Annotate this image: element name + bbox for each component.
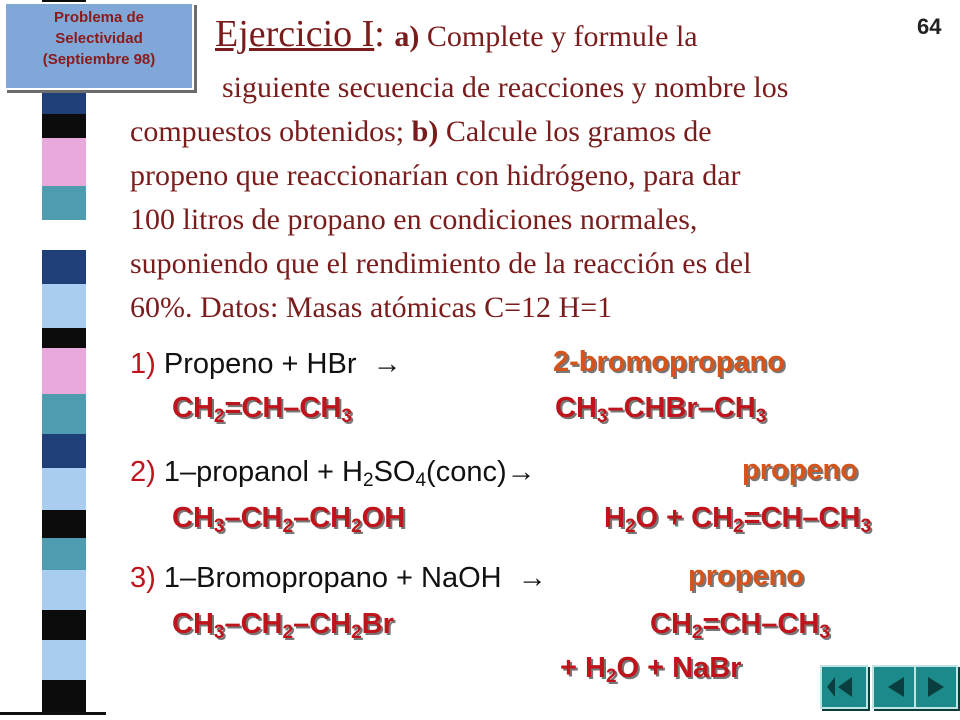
reaction-number: 2) [130,456,156,488]
statement-line: suponiendo que el rendimiento de la reacción es del [130,247,752,280]
statement-line: 60%. Datos: Masas atómicas C=12 H=1 [130,291,613,324]
part-a-marker: a) [394,20,420,53]
title-colon: : [374,13,385,55]
previous-slide-button[interactable] [872,665,920,709]
next-slide-icon [916,667,956,707]
strip-segment [42,538,86,570]
strip-segment [42,570,86,610]
statement-text: Calcule los gramos de [438,115,712,148]
reaction-arrow-icon: → [372,348,402,380]
page-number: 64 [917,14,942,39]
reaction-3-equation [130,562,547,595]
strip-segment [42,284,86,328]
strip-segment [42,468,86,510]
strip-base-line [0,712,106,715]
exercise-title: Ejercicio I [215,13,375,55]
statement-text: compuestos obtenidos; [130,115,412,148]
reaction-1-product: 2-bromopropano [553,346,785,378]
strip-segment [42,510,86,538]
strip-segment [42,434,86,468]
strip-segment [42,186,86,220]
next-slide-button[interactable] [914,665,958,709]
reaction-3-product-formula: $CH_2=CH-CH_3$ [650,608,830,643]
statement-line: propeno que reaccionarían con hidrógeno, para dar [130,159,741,192]
reaction-3-product: propeno [688,560,804,592]
reaction-reactants: 1–Bromopropano + NaOH [163,562,502,594]
reaction-3-formula: $CH_3-CH_2-CH_2Br$ [172,608,394,643]
statement-line: siguiente secuencia de reacciones y nombre los [222,71,789,104]
reaction-2-equation [130,456,536,489]
first-slide-icon [822,667,866,707]
badge-line: Problema de [53,9,145,26]
reaction-reactants: Propeno + HBr [163,348,357,380]
reaction-2-product: propeno [742,454,858,486]
badge-line: (Septiembre 98) [42,51,156,68]
reaction-2-product-formula: $H_2O + CH_2=CH-CH_3$ [604,502,872,537]
statement-line [130,110,712,154]
reaction-1-equation [130,348,402,381]
statement-text: Complete y formule la [419,20,698,53]
statement-line: 100 litros de propano en condiciones normales, [130,203,698,236]
reaction-number: 1) [130,348,156,380]
reaction-1-product-formula: $CH_3-CHBr-CH_3$ [555,392,767,427]
reaction-2-formula: $CH_3-CH_2-CH_2OH$ [172,502,406,537]
problem-badge [4,2,194,90]
strip-segment [42,328,86,348]
exercise-heading [215,12,698,59]
reaction-1-formula: $CH_2=CH-CH_3$ [172,392,352,427]
strip-segment [42,610,86,640]
decorative-color-strip [42,0,86,720]
strip-segment [42,394,86,434]
strip-segment [42,114,86,138]
strip-segment [42,220,86,250]
reaction-reactants: 1–propanol + $H_2SO_4(conc)$ [163,456,507,491]
strip-segment [42,680,86,712]
reaction-number: 3) [130,562,156,594]
reaction-3-byproducts: + $H_2O$ + NaBr [560,652,742,687]
strip-segment [42,250,86,284]
strip-segment [42,640,86,680]
badge-line: Selectividad [55,30,143,47]
previous-slide-icon [874,667,918,707]
reaction-arrow-icon: → [517,562,547,594]
reaction-arrow-icon: → [506,456,536,488]
first-slide-button[interactable] [820,665,868,709]
strip-segment [42,138,86,186]
strip-segment [42,348,86,394]
part-b-marker: b) [411,115,439,148]
